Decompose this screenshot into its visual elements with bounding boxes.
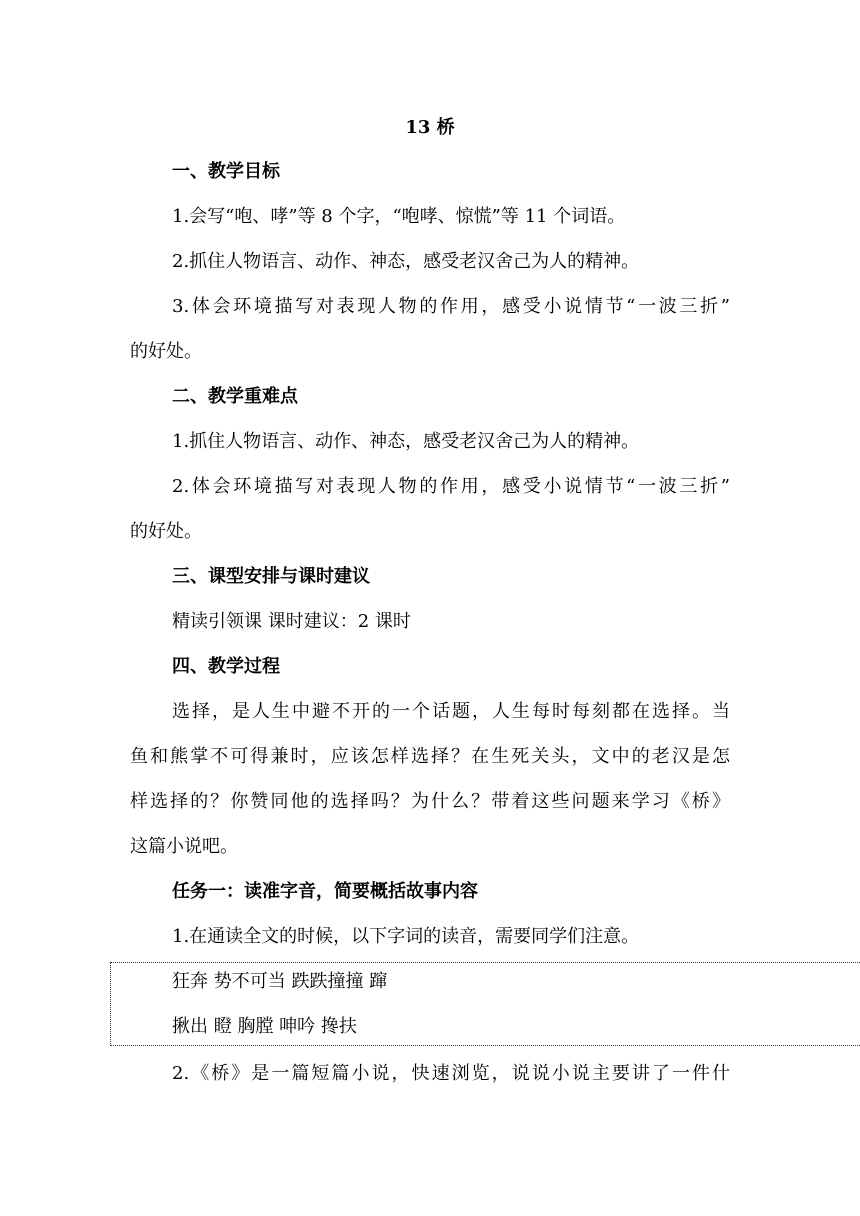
section-heading-key-points: 二、教学重难点 [172,386,298,407]
task-1-heading: 任务一：读准字音，简要概括故事内容 [172,881,478,902]
objective-item-2: 2.抓住人物语言、动作、神态，感受老汉舍己为人的精神。 [172,251,640,272]
objective-item-1: 1.会写“咆、哮”等 8 个字，“咆哮、惊慌”等 11 个词语。 [172,206,626,227]
process-intro-line-1: 选择，是人生中避不开的一个话题，人生每时每刻都在选择。当 [172,701,730,722]
process-intro-line-3: 样选择的？你赞同他的选择吗？为什么？带着这些问题来学习《桥》 [130,791,730,812]
key-point-item-2-line-2: 的好处。 [130,521,202,542]
word-list-line-1: 狂奔 势不可当 跌跌撞撞 蹿 [172,971,388,992]
section-heading-lesson-plan: 三、课型安排与课时建议 [172,566,370,587]
lesson-plan-content: 精读引领课 课时建议：2 课时 [172,611,411,632]
objective-item-3-line-2: 的好处。 [130,341,202,362]
document-title: 13 桥 [405,117,455,138]
section-heading-process: 四、教学过程 [172,656,280,677]
key-point-item-1: 1.抓住人物语言、动作、神态，感受老汉舍己为人的精神。 [172,431,640,452]
task-1-item-1: 1.在通读全文的时候，以下字词的读音，需要同学们注意。 [172,926,640,947]
process-intro-line-2: 鱼和熊掌不可得兼时，应该怎样选择？在生死关头，文中的老汉是怎 [130,746,730,767]
process-intro-line-4: 这篇小说吧。 [130,836,238,857]
objective-item-3-line-1: 3.体会环境描写对表现人物的作用，感受小说情节“一波三折” [172,296,730,317]
word-list-line-2: 揪出 瞪 胸膛 呻吟 搀扶 [172,1016,357,1037]
key-point-item-2-line-1: 2.体会环境描写对表现人物的作用，感受小说情节“一波三折” [172,476,730,497]
task-1-item-2: 2.《桥》是一篇短篇小说，快速浏览，说说小说主要讲了一件什 [172,1063,730,1084]
section-heading-objectives: 一、教学目标 [172,161,280,182]
